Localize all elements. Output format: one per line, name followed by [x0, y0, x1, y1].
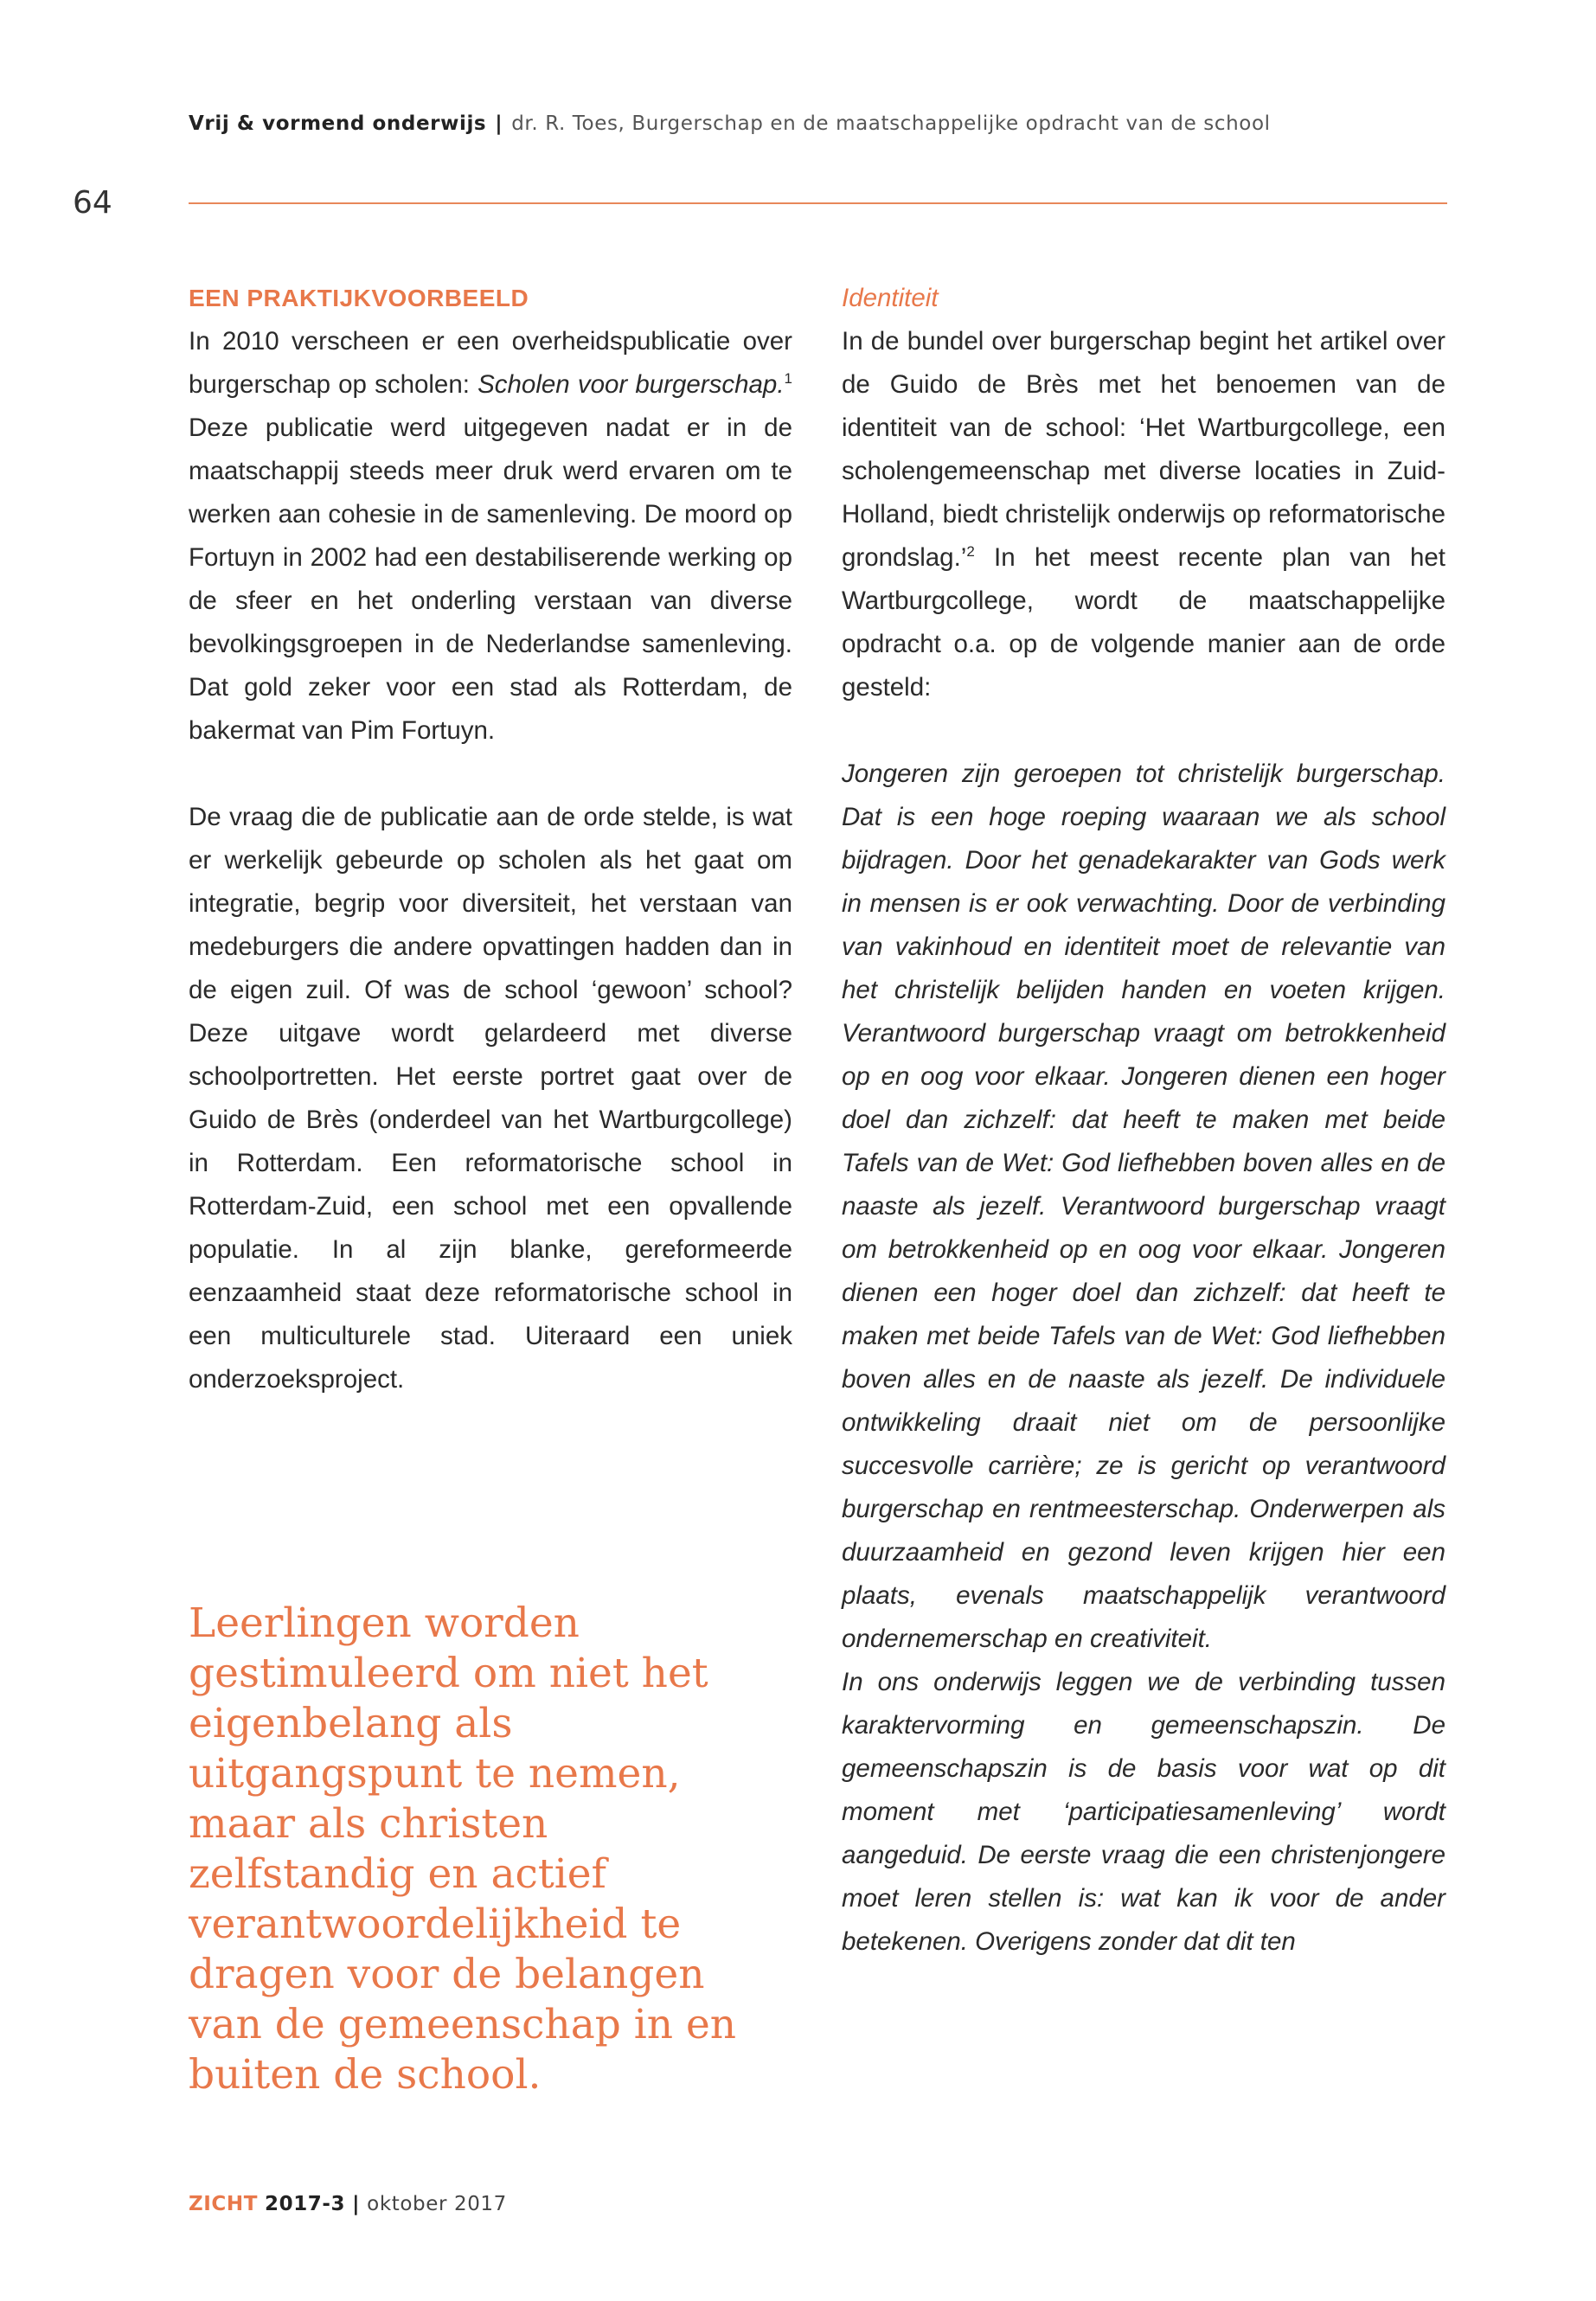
section-heading: EEN PRAKTIJKVOORBEELD	[189, 285, 529, 311]
header-rule	[189, 202, 1447, 204]
left-paragraph-1-text-b: Deze publicatie werd uitgegeven nadat er in de maatschappij steeds meer druk werd ervaren om te werken aan cohesie in de samenleving. De moord op Fortuyn in 2002 had een destabiliserende werking op de sfeer en het onderling verstaan van diverse bevolkingsgroepen in de Nederlandse samenleving. Dat gold zeker voor een stad als Rotterdam, de bakermat van Pim Fortuyn.	[189, 413, 792, 745]
subheading-identiteit: Identiteit	[842, 284, 939, 312]
header-separator: |	[495, 112, 503, 135]
publication-title: Scholen voor burgerschap.	[478, 370, 785, 399]
pull-quote: Leerlingen worden gestimuleerd om niet het eigenbelang als uitgangspunt te nemen, maar als christen zelfstandig en actief verantwoordelijkheid te dragen voor de belangen van de gemeenschap in en buiten de school.	[189, 1599, 737, 2099]
page-footer	[189, 2193, 507, 2215]
footnote-ref-2[interactable]: 2	[966, 543, 975, 561]
right-paragraph-1-text-b: In het meest recente plan van het Wartburgcollege, wordt de maatschappelijke opdracht o.a. op de volgende manier aan de orde gesteld:	[842, 543, 1445, 702]
footnote-ref-1[interactable]: 1	[784, 370, 792, 388]
left-paragraph-1	[189, 320, 792, 753]
right-column	[842, 277, 1445, 1964]
journal-section-title: Vrij & vormend onderwijs	[189, 112, 487, 135]
right-paragraph-1	[842, 320, 1445, 709]
footer-separator: |	[352, 2193, 361, 2215]
left-paragraph-1-text-a: In 2010 verscheen er een overheidspublicatie over burgerschap op scholen:	[189, 327, 792, 399]
magazine-name: ZICHT	[189, 2193, 259, 2215]
page-number: 64	[73, 185, 112, 221]
running-header	[189, 112, 1271, 135]
policy-quote-2: In ons onderwijs leggen we de verbinding tussen karaktervorming en gemeenschapszin. De gemeenschapszin is de basis voor wat op dit moment met ‘participatiesamenleving’ wordt aangeduid. De eerste vraag die een christenjongere moet leren stellen is: wat kan ik voor de ander betekenen. Overigens zonder dat dit ten	[842, 1668, 1445, 1956]
left-column	[189, 277, 792, 1401]
policy-quote-1: Jongeren zijn geroepen tot christelijk burgerschap. Dat is een hoge roeping waaraan we als school bijdragen. Door het genadekarakter van Gods werk in mensen is er ook verwachting. Door de verbinding van vakinhoud en identiteit moet de relevantie van het christelijk belijden handen en voeten krijgen. Verantwoord burgerschap vraagt om betrokkenheid op en oog voor elkaar. Jongeren dienen een hoger doel dan zichzelf: dat heeft te maken met beide Tafels van de Wet: God liefhebben boven alles en de naaste als jezelf. Verantwoord burgerschap vraagt om betrokkenheid op en oog voor elkaar. Jongeren dienen een hoger doel dan zichzelf: dat heeft te maken met beide Tafels van de Wet: God liefhebben boven alles en de naaste als jezelf. De individuele ontwikkeling draait niet om de persoonlijke succesvolle carrière; ze is gericht op verantwoord burgerschap en rentmeesterschap. Onderwerpen als duurzaamheid en gezond leven krijgen hier een plaats, evenals maatschappelijk verantwoord ondernemerschap en creativiteit.	[842, 760, 1445, 1653]
left-paragraph-2: De vraag die de publicatie aan de orde stelde, is wat er werkelijk gebeurde op scholen als het gaat om integratie, begrip voor diversiteit, het verstaan van medeburgers die andere opvattingen hadden dan in de eigen zuil. Of was de school ‘gewoon’ school? Deze uitgave wordt gelardeerd met diverse schoolportretten. Het eerste portret gaat over de Guido de Brès (onderdeel van het Wartburgcollege) in Rotterdam. Een reformatorische school in Rotterdam-Zuid, een school met een opvallende populatie. In al zijn blanke, gereformeerde eenzaamheid staat deze reformatorische school in een multiculturele stad. Uiteraard een uniek onderzoeksproject.	[189, 803, 792, 1394]
right-paragraph-1-text-a: In de bundel over burgerschap begint het artikel over de Guido de Brès met het benoemen van de identiteit van de school: ‘Het Wartburgcollege, een scholengemeenschap met diverse locaties in Zuid-Holland, biedt christelijk onderwijs op reformatorische grondslag.’	[842, 327, 1445, 572]
article-author-title: dr. R. Toes, Burgerschap en de maatschappelijke opdracht van de school	[511, 112, 1271, 135]
issue-number: 2017-3	[264, 2193, 346, 2215]
issue-date: oktober 2017	[367, 2193, 507, 2215]
